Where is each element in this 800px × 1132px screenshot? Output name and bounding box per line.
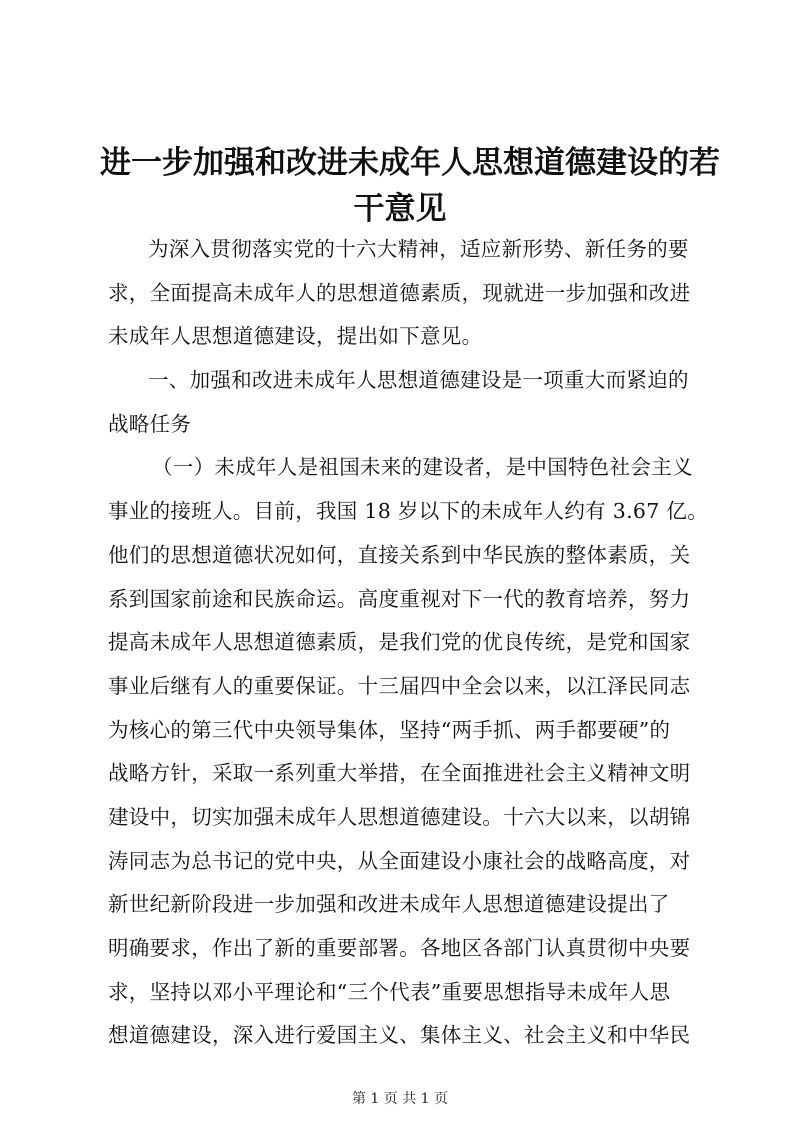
paragraph-3-line-11: 新世纪新阶段进一步加强和改进未成年人思想道德建设提出了 xyxy=(108,892,670,917)
paragraph-3-line-5: 提高未成年人思想道德素质，是我们党的优良传统，是党和国家 xyxy=(108,630,691,655)
paragraph-3-line-12: 明确要求，作出了新的重要部署。各地区各部门认真贯彻中央要 xyxy=(108,936,691,960)
title-line-1: 进一步加强和改进未成年人思想道德建设的若 xyxy=(100,145,720,181)
document-body xyxy=(108,228,708,1058)
paragraph-3-line-1: （一）未成年人是祖国未来的建设者，是中国特色社会主义 xyxy=(152,455,693,480)
paragraph-3-line-14: 想道德建设，深入进行爱国主义、集体主义、社会主义和中华民 xyxy=(108,1023,691,1048)
paragraph-1-line-2: 求，全面提高未成年人的思想道德素质，现就进一步加强和改进 xyxy=(108,280,691,305)
title-line-2: 干意见 xyxy=(353,191,447,227)
paragraph-3-line-13: 求，坚持以邓小平理论和“三个代表”重要思想指导未成年人思 xyxy=(108,979,671,1004)
paragraph-3-line-4: 系到国家前途和民族命运。高度重视对下一代的教育培养，努力 xyxy=(108,586,691,611)
section-heading-line-1: 一、加强和改进未成年人思想道德建设是一项重大而紧迫的 xyxy=(148,368,689,393)
page-footer: 第 1 页 共 1 页 xyxy=(351,1091,449,1107)
paragraph-3-line-3: 他们的思想道德状况如何，直接关系到中华民族的整体素质，关 xyxy=(108,542,691,567)
paragraph-3-line-10: 涛同志为总书记的党中央，从全面建设小康社会的战略高度，对 xyxy=(108,848,691,873)
paragraph-3-line-6: 事业后继有人的重要保证。十三届四中全会以来，以江泽民同志 xyxy=(108,673,691,698)
document-title xyxy=(100,140,720,232)
paragraph-3-line-9: 建设中，切实加强未成年人思想道德建设。十六大以来，以胡锦 xyxy=(108,804,691,829)
paragraph-3-line-2: 事业的接班人。目前，我国 18 岁以下的未成年人约有 3.67 亿。 xyxy=(108,499,708,524)
section-heading-line-2: 战略任务 xyxy=(108,411,192,436)
paragraph-1-line-3: 未成年人思想道德建设，提出如下意见。 xyxy=(108,324,483,349)
paragraph-1-line-1: 为深入贯彻落实党的十六大精神，适应新形势、新任务的要 xyxy=(148,237,689,261)
paragraph-3-line-8: 战略方针，采取一系列重大举措，在全面推进社会主义精神文明 xyxy=(108,761,691,786)
paragraph-3-line-7: 为核心的第三代中央领导集体，坚持“两手抓、两手都要硬”的 xyxy=(108,717,671,742)
